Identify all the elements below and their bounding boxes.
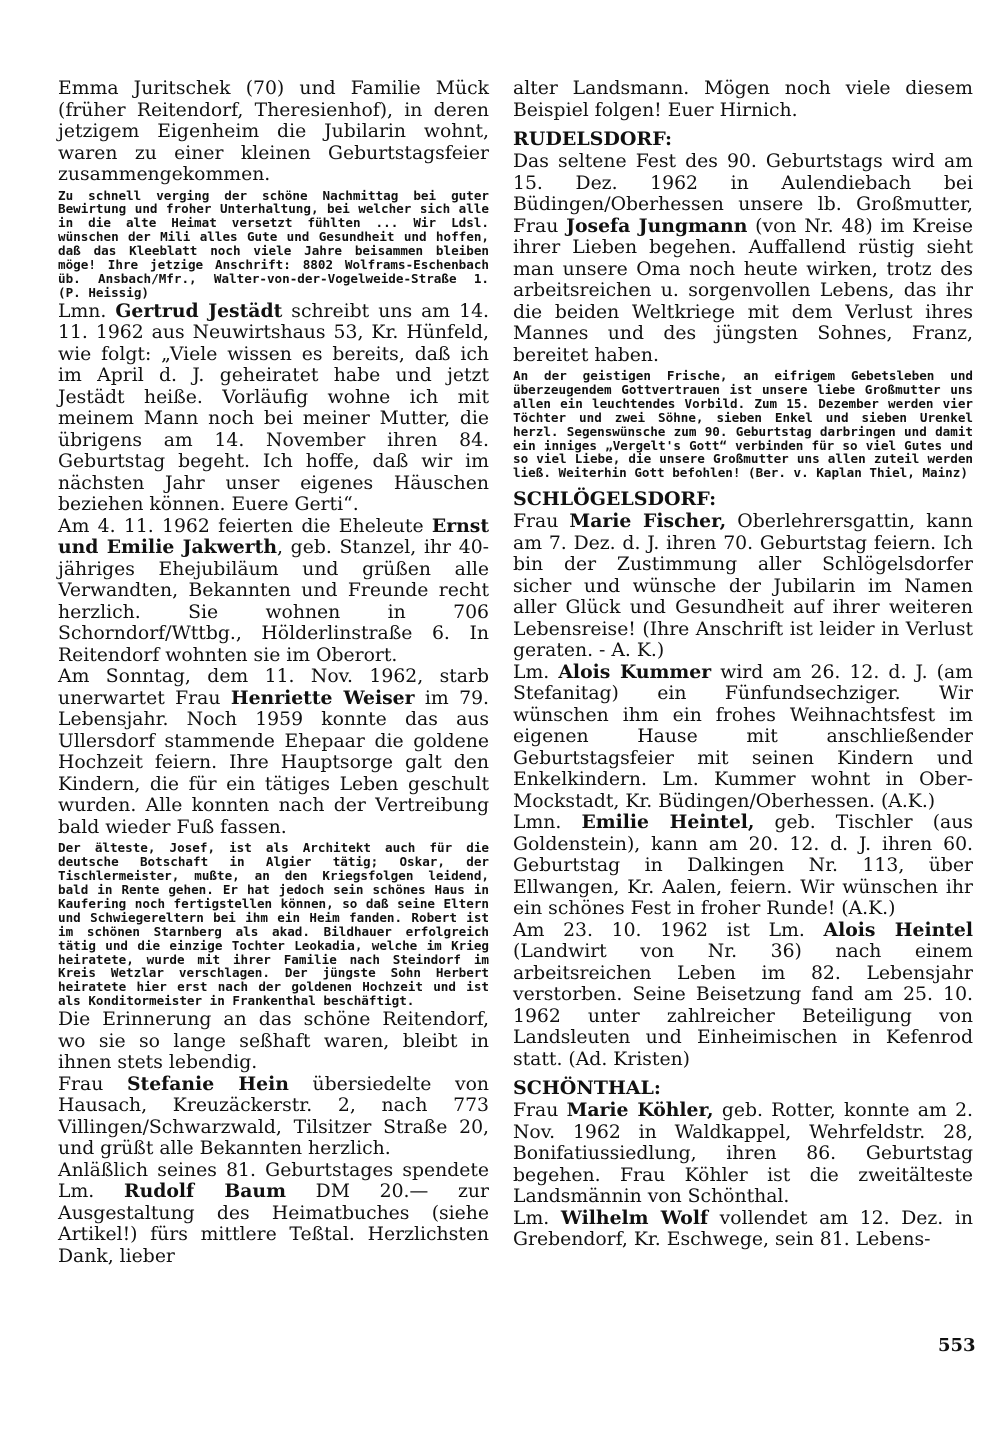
name-emilie-heintel: Emilie Heintel, — [581, 811, 755, 834]
text-run: schreibt uns am 14. 11. 1962 aus Neuwirtshaus 53, Kr. Hünfeld, wie folgt: „Viele wissen es bereits, daß ich im April d. J. geheiratet habe und jetzt Jestädt heiße. Vorläufig wohne ich mit meinem Mann noch bei meiner Mutter, die übrigens am 14. November ihren 84. Geburtstag begeht. Ich hoffe, daß wir im nächsten Jahr unser eigenes Häuschen beziehen können. Euere Gerti“. — [58, 300, 489, 516]
paragraph-jungmann — [513, 151, 973, 366]
paragraph-juritschek: Emma Juritschek (70) und Familie Mück (früher Reitendorf, Theresienhof), in deren jetzigem Eigenheim die Jubilarin wohnt, waren zu einer kleinen Geburtstagsfeier zusammengekommen. — [58, 78, 489, 185]
paragraph-weiser — [58, 666, 489, 838]
small-note-jungmann: An der geistigen Frische, an eifrigem Gebetsleben und überzeugendem Gottvertrauen ist unsere liebe Großmutter uns allen ein leuchtendes Vorbild. Zum 15. Dezember werden vier Töchter und zwei Söhne, sieben Enkel und sieben Urenkel herzl. Segenswünsche zum 90. Geburtstag darbringen und damit ein inniges „Vergelt's Gott“ verbinden für so viel Gutes und so viel Liebe, die unsere Großmutter uns allen zuteil werden ließ. Weiterhin Gott befohlen! (Ber. v. Kaplan Thiel, Mainz) — [513, 368, 973, 481]
name-marie-koehler: Marie Köhler, — [566, 1099, 714, 1122]
text-run: , geb. Stanzel, ihr 40-jähriges Ehejubiläum und grüßen alle Verwandten, Bekannten und Freunde recht herzlich. Sie wohnen in 706 Schorndorf/Wttbg., Hölderlinstraße 6. In Reitendorf wohnten sie im Oberort. — [58, 537, 489, 666]
text-run: (Landwirt von Nr. 36) nach einem arbeitsreichen Leben im 82. Lebensjahr verstorben. Seine Beisetzung fand am 25. 10. 1962 unter zahlreicher Beteiligung von Landsleuten und Einheimischen in Kefenrod statt. (Ad. Kristen) — [513, 941, 973, 1070]
right-column — [513, 78, 973, 1251]
text-run: wird am 26. 12. d. J. (am Stefanitag) ein Fünfundsechziger. Wir wünschen ihm ein frohes Weihnachtsfest im eigenen Hause mit anschließender Geburtstagsfeier mit seinen Kindern und Enkelkindern. Lm. Kummer wohnt in Ober-Mockstadt, Kr. Büdingen/Oberhessen. (A.K.) — [513, 661, 973, 812]
text-run: Am Sonntag, dem 11. Nov. 1962, starb unerwartet Frau — [58, 666, 489, 709]
name-josefa-jungmann: Josefa Jungmann — [566, 214, 748, 237]
text-run: Am 4. 11. 1962 feierten die Eheleute — [58, 515, 432, 537]
small-note-weiser-children: Der älteste, Josef, ist als Architekt auch für die deutsche Botschaft in Algier tätig; Oskar, der Tischlermeister, mußte, an den Kriegsfolgen leidend, bald in Rente gehen. Er hat jedoch sein schönes Haus in Kaufering noch fertigstellen können, so daß seine Eltern und Schwiegereltern bei ihm ein Heim fanden. Robert ist im schönen Starnberg als akad. Bildhauer erfolgreich tätig und die einzige Tochter Leokadia, welche im Krieg heiratete, wurde mit ihrer Familie nach Steindorf im Kreis Wetzlar verschlagen. Der jüngste Sohn Herbert heiratete hier erst nach der goldenen Hochzeit und ist als Konditormeister in Frankenthal beschäftigt. — [58, 840, 489, 1009]
heading-rudelsdorf: RUDELSDORF: — [513, 128, 673, 150]
paragraph-erinnerung: Die Erinnerung an das schöne Reitendorf, wo sie so lange seßhaft waren, bleibt in ihnen stets lebendig. — [58, 1009, 489, 1074]
name-jakwerth: Ernst und Emilie Jakwerth — [58, 514, 489, 559]
text-run: übersiedelte von Hausach, Kreuzäckerstr. 2, nach 773 Villingen/Schwarzwald, Tilsitzer Straße 20, und grüßt alle Bekannten herzlich. — [58, 1073, 489, 1160]
text-run: Frau — [513, 511, 570, 533]
paragraph-hein — [58, 1074, 489, 1160]
heading-schloegelsdorf: SCHLÖGELSDORF: — [513, 488, 717, 511]
text-run: vollendet am 12. Dez. in Grebendorf, Kr. Eschwege, sein 81. Lebens- — [513, 1207, 973, 1251]
text-run: (von Nr. 48) im Kreise ihrer Lieben begehen. Auffallend rüstig sieht man unsere Oma noch heute wirken, trotz des arbeitsreichen u. sorgenvollen Lebens, das ihr die beiden Weltkriege mit dem Verlust ihres Mannes und des jüngsten Sohnes, Franz, bereitet haben. — [513, 215, 974, 366]
name-marie-fischer: Marie Fischer, — [569, 510, 727, 533]
paragraph-wolf — [513, 1208, 973, 1251]
paragraph-kummer — [513, 662, 973, 813]
page-number: 553 — [938, 1335, 976, 1356]
paragraph-alois-heintel — [513, 920, 973, 1071]
text-run: geb. Tischler (aus Goldenstein), kann am 20. 12. d. J. ihren 60. Geburtstag in Dalkingen Nr. 113, über Ellwangen, Kr. Aalen, feiern. Wir wünschen ihr ein schönes Fest in froher Runde! (A.K.) — [513, 812, 973, 920]
name-stefanie-hein: Stefanie Hein — [126, 1072, 289, 1095]
text-run: Das seltene Fest des 90. Geburtstags wird am 15. Dez. 1962 in Aulendiebach bei Büdingen/Oberhessen unsere lb. Großmutter, Frau — [513, 151, 973, 237]
name-gertrud-jestaedt: Gertrud Jestädt — [115, 299, 283, 322]
text-run: Am 23. 10. 1962 ist Lm. — [513, 919, 824, 941]
text-run: Anläßlich seines 81. Geburtstages spendete Lm. — [58, 1159, 489, 1203]
text-run: Lmn. — [513, 812, 582, 834]
paragraph-koehler — [513, 1100, 973, 1208]
text-run: geb. Rotter, konnte am 2. Nov. 1962 in Waldkappel, Wehrfeldstr. 28, Bonifatiussiedlung, ihren 86. Geburtstag begehen. Frau Köhler ist die zweitälteste Landsmännin von Schönthal. — [513, 1100, 973, 1208]
paragraph-baum — [58, 1160, 489, 1268]
paragraph-emilie-heintel — [513, 812, 973, 920]
small-note-heissig: Zu schnell verging der schöne Nachmittag bei guter Bewirtung und froher Unterhaltung, bei welcher sich alle in die alte Heimat versetzt fühlten ... Wir Ldsl. wünschen der Mili alles Gute und Gesundheit und hoffen, daß das Kleeblatt noch viele Jahre beisammen bleiben möge! Ihre jetzige Anschrift: 8802 Wolframs-Eschenbach üb. Ansbach/Mfr., Walter-von-der-Vogelweide-Straße 1. (P. Heissig) — [58, 187, 489, 300]
text-run: Frau — [58, 1073, 127, 1095]
paragraph-fischer — [513, 511, 973, 662]
name-henriette-weiser: Henriette Weiser — [230, 686, 415, 709]
heading-schoenthal: SCHÖNTHAL: — [513, 1077, 661, 1100]
name-alois-kummer: Alois Kummer — [558, 660, 712, 683]
paragraph-hirnich: alter Landsmann. Mögen noch viele diesem Beispiel folgen! Euer Hirnich. — [513, 78, 973, 121]
paragraph-jestaedt — [58, 301, 489, 516]
text-run: Lm. — [513, 1207, 561, 1229]
left-column — [58, 78, 489, 1267]
text-run: Oberlehrersgattin, kann am 7. Dez. d. J. ihren 70. Geburtstag feiern. Ich bin der Zustimmung aller Schlögelsdorfer sicher und wünsche der Jubilarin im Namen aller Glück und Gesundheit auf ihrer weiteren Lebensreise! (Ihre Anschrift ist leider in Verlust geraten. - A. K.) — [513, 511, 973, 662]
paragraph-jakwerth — [58, 516, 489, 667]
name-wilhelm-wolf: Wilhelm Wolf — [560, 1206, 709, 1229]
name-rudolf-baum: Rudolf Baum — [123, 1180, 286, 1203]
text-run: Lm. — [513, 661, 559, 683]
text-run: im 79. Lebensjahr. Noch 1959 konnte das aus Ullersdorf stammende Ehepaar die goldene Hochzeit feiern. Ihre Hauptsorge galt den Kindern, die für ein tätiges Leben geschult wurden. Alle konnten nach der Vertreibung bald wieder Fuß fassen. — [58, 687, 489, 838]
text-run: Lmn. — [58, 300, 116, 322]
text-run: DM 20.— zur Ausgestaltung des Heimatbuches (siehe Artikel!) fürs mittlere Teßtal. Herzlichsten Dank, lieber — [58, 1181, 489, 1267]
name-alois-heintel: Alois Heintel — [823, 918, 973, 941]
text-run: Frau — [513, 1100, 567, 1122]
